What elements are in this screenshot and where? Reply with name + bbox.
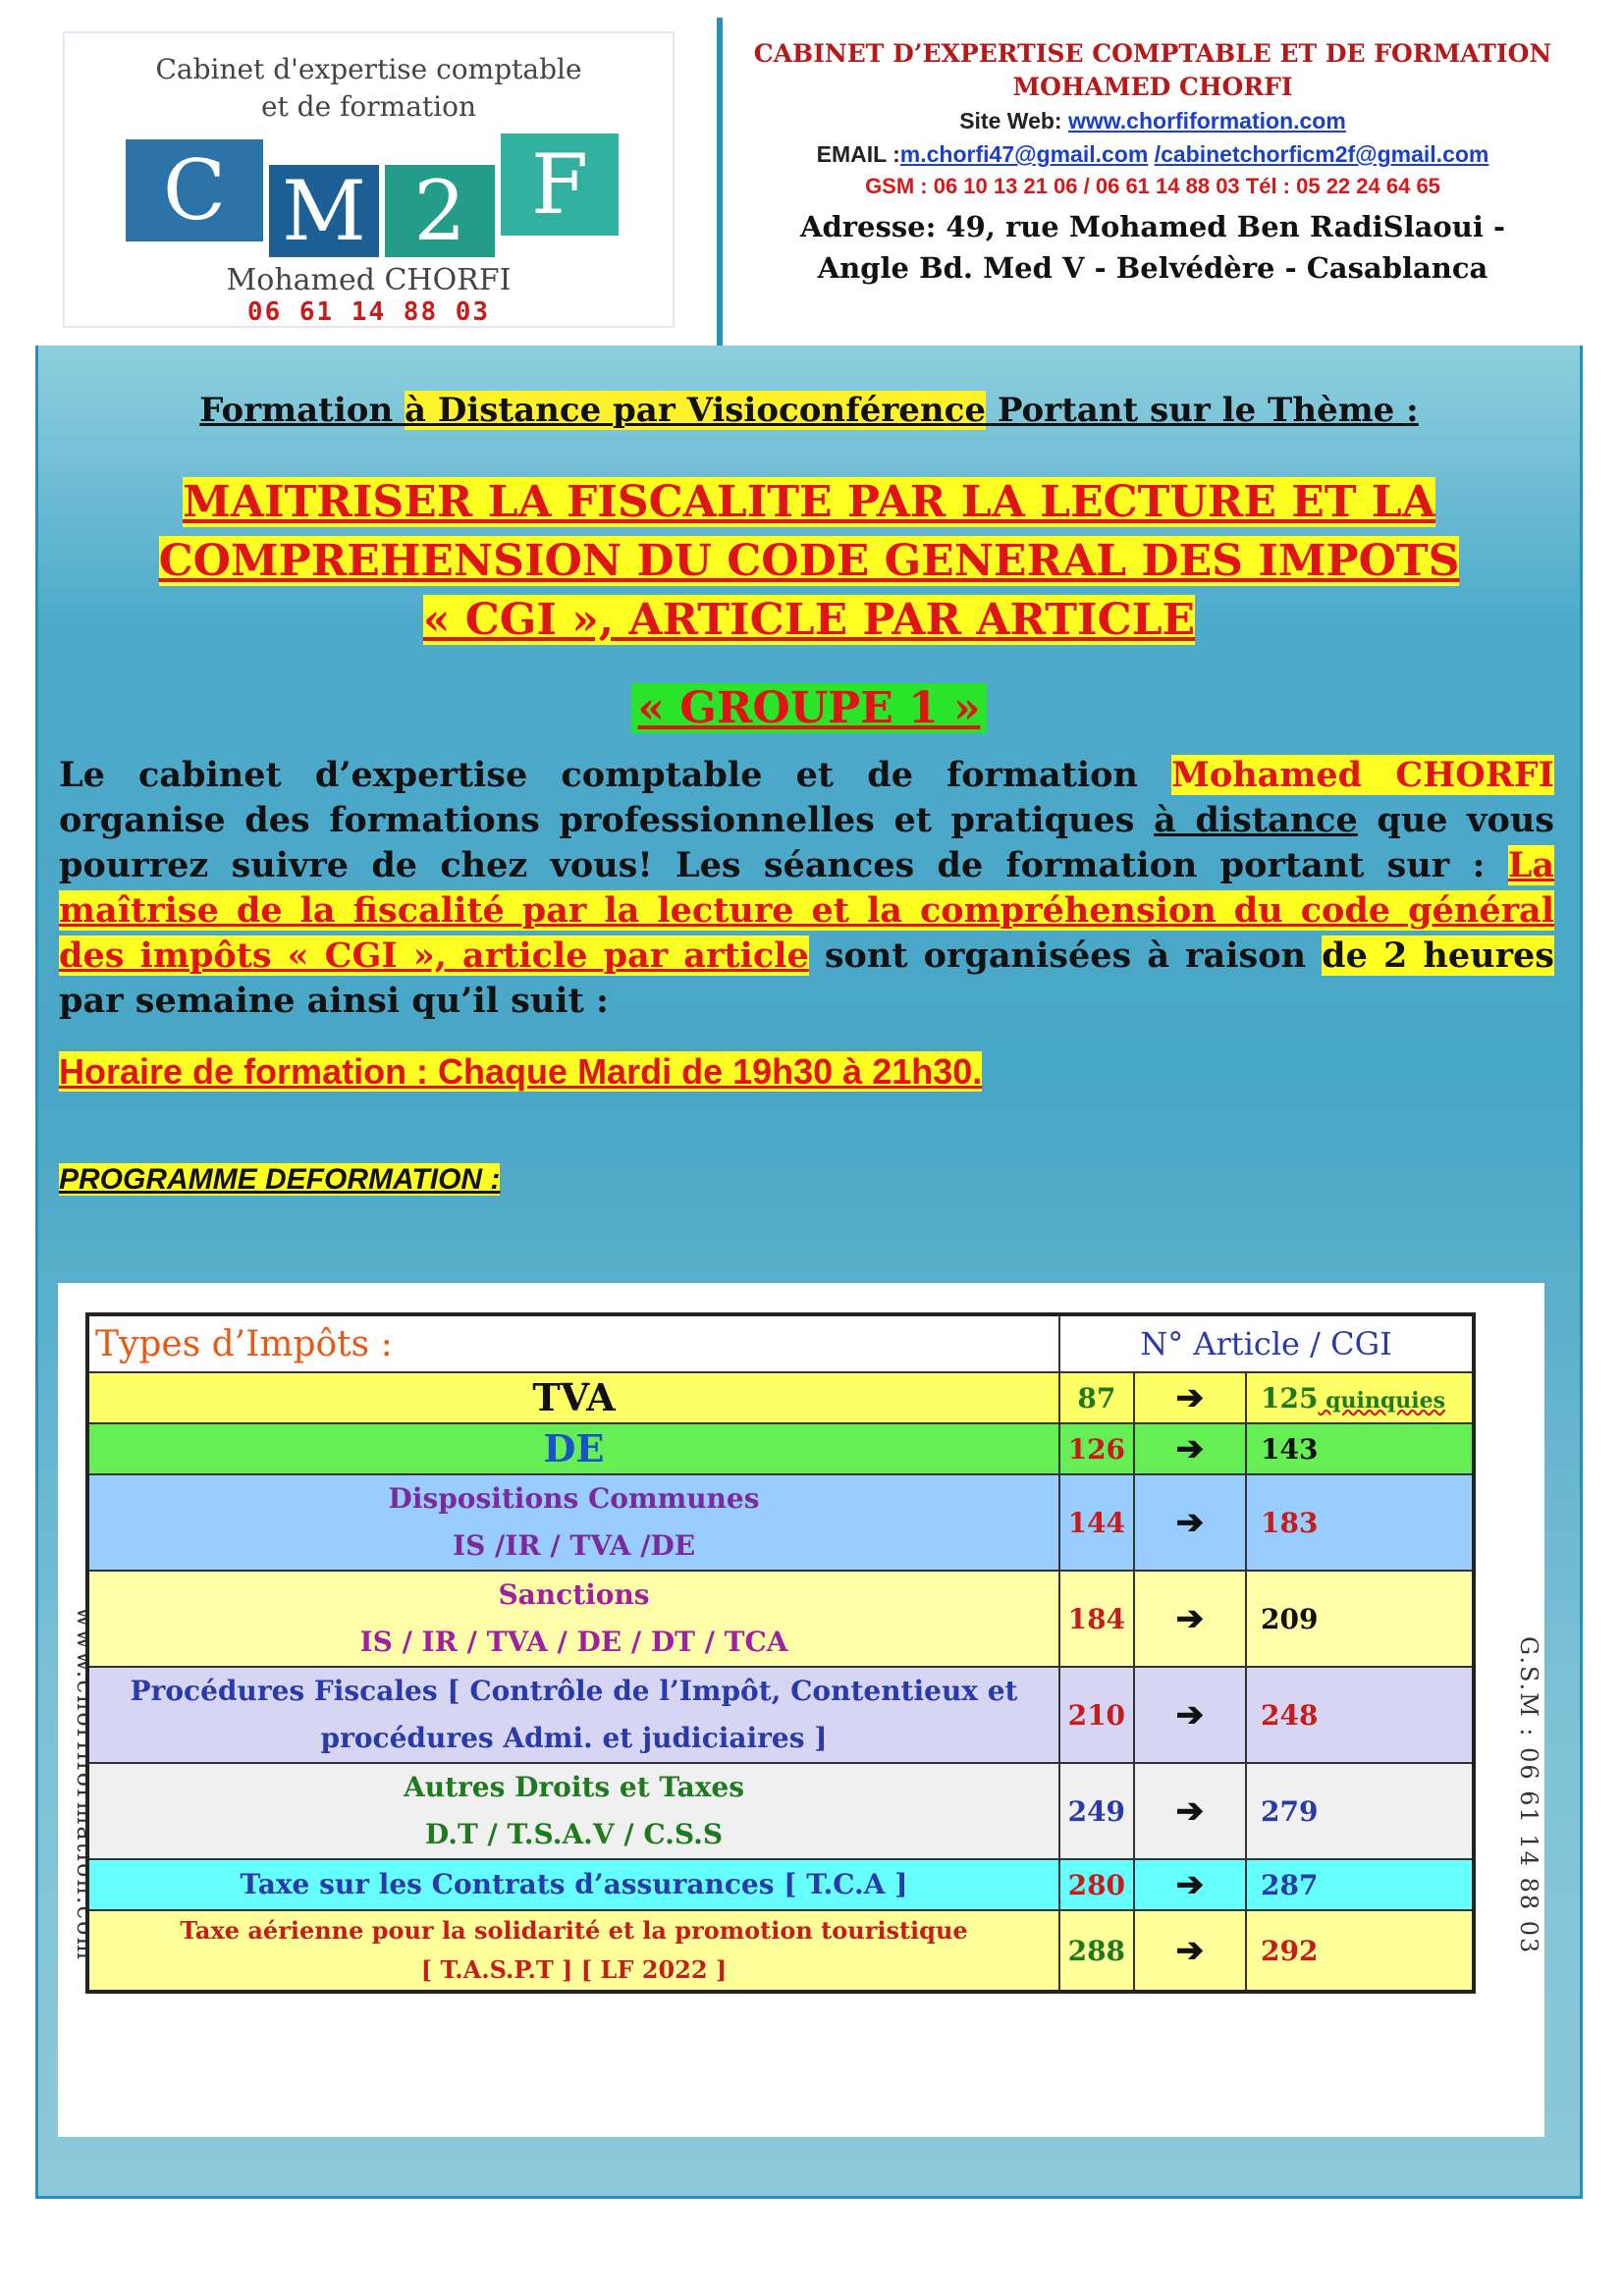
table-row	[87, 1372, 1474, 1423]
logo-letter-c: C	[126, 139, 263, 241]
article-from: 184	[1059, 1571, 1134, 1667]
tax-type: Taxe sur les Contrats d’assurances [ T.C.A ]	[87, 1859, 1059, 1910]
email-link-2[interactable]: /cabinetchorficm2f@gmail.com	[1154, 141, 1489, 167]
tax-type: Autres Droits et Taxes D.T / T.S.A.V / C.S.S	[87, 1763, 1059, 1859]
intro-line: Formation à Distance par Visioconférence Portant sur le Thème :	[199, 391, 1419, 430]
schedule: Horaire de formation : Chaque Mardi de 19h30 à 21h30.	[59, 1051, 983, 1092]
arrow-right-icon: ➔	[1134, 1910, 1246, 1992]
table-header-row	[87, 1314, 1474, 1372]
article-to: 125 quinquies	[1246, 1372, 1474, 1423]
article-to: 279	[1246, 1763, 1474, 1859]
article-from: 288	[1059, 1910, 1134, 1992]
company-owner: MOHAMED CHORFI	[1012, 73, 1293, 101]
article-to: 183	[1246, 1474, 1474, 1571]
arrow-right-icon: ➔	[1134, 1667, 1246, 1763]
logo-phone: 06 61 14 88 03	[246, 297, 491, 327]
programme-table	[85, 1312, 1476, 1994]
header-article: N° Article / CGI	[1059, 1314, 1474, 1372]
programme-table-card	[58, 1283, 1544, 2137]
tax-type: DE	[87, 1423, 1059, 1474]
arrow-right-icon: ➔	[1134, 1474, 1246, 1571]
tax-type: Sanctions IS / IR / TVA / DE / DT / TCA	[87, 1571, 1059, 1667]
website-line: Site Web: www.chorfiformation.com	[959, 108, 1346, 133]
article-from: 144	[1059, 1474, 1134, 1571]
logo-box	[35, 18, 723, 346]
group-label: « GROUPE 1 »	[38, 683, 1580, 733]
table-row	[87, 1667, 1474, 1763]
tax-type: Taxe aérienne pour la solidarité et la promotion touristique [ T.A.S.P.T ] [ LF 2022 ]	[87, 1910, 1059, 1992]
article-to: 209	[1246, 1571, 1474, 1667]
contact-info	[723, 18, 1583, 346]
article-from: 126	[1059, 1423, 1134, 1474]
tax-type: TVA	[87, 1372, 1059, 1423]
table-row	[87, 1910, 1474, 1992]
logo-letter-2: 2	[385, 165, 495, 257]
description-paragraph: Le cabinet d’expertise comptable et de formation Mohamed CHORFI organise des formations professionnelles et pratiques à distance que vous pourrez suivre de chez vous! Les séances de formation portant sur : La maîtrise de la fiscalité par la lecture et la compréhension du code général des impôts « CGI », article par article sont organisées à raison de 2 heures par semaine ainsi qu’il suit :	[59, 755, 1554, 1021]
article-from: 210	[1059, 1667, 1134, 1763]
table-row	[87, 1571, 1474, 1667]
page-title: MAITRISER LA FISCALITE PAR LA LECTURE ET LA COMPREHENSION DU CODE GENERAL DES IMPOTS « CGI », ARTICLE PAR ARTICLE	[158, 477, 1460, 645]
article-to: 248	[1246, 1667, 1474, 1763]
company-title: CABINET D’EXPERTISE COMPTABLE ET DE FORMATION	[753, 39, 1552, 68]
arrow-right-icon: ➔	[1134, 1372, 1246, 1423]
programme-label: PROGRAMME DEFORMATION :	[59, 1163, 501, 1196]
arrow-right-icon: ➔	[1134, 1423, 1246, 1474]
table-row	[87, 1859, 1474, 1910]
arrow-right-icon: ➔	[1134, 1859, 1246, 1910]
header-tax-types: Types d’Impôts :	[87, 1314, 1059, 1372]
table-row	[87, 1474, 1474, 1571]
arrow-right-icon: ➔	[1134, 1571, 1246, 1667]
main-content	[38, 346, 1580, 2196]
article-from: 249	[1059, 1763, 1134, 1859]
email-link-1[interactable]: m.chorfi47@gmail.com	[899, 141, 1149, 167]
side-website: www.chorfiformation.com	[72, 1607, 99, 1962]
table-row	[87, 1423, 1474, 1474]
email-line: EMAIL :m.chorfi47@gmail.com /cabinetchorficm2f@gmail.com	[816, 141, 1489, 167]
table-row	[87, 1763, 1474, 1859]
logo-caption: Cabinet d'expertise comptable et de formation	[155, 53, 582, 123]
logo	[63, 31, 675, 328]
tax-type: Procédures Fiscales [ Contrôle de l’Impôt, Contentieux et procédures Admi. et judiciaires ]	[87, 1667, 1059, 1763]
logo-letters	[65, 130, 673, 257]
website-link[interactable]: www.chorfiformation.com	[1067, 108, 1346, 133]
tax-type: Dispositions Communes IS /IR / TVA /DE	[87, 1474, 1059, 1571]
logo-letter-f: F	[501, 133, 619, 236]
article-to: 292	[1246, 1910, 1474, 1992]
article-to: 143	[1246, 1423, 1474, 1474]
article-to: 287	[1246, 1859, 1474, 1910]
logo-letter-m: M	[269, 165, 379, 257]
logo-name: Mohamed CHORFI	[226, 263, 512, 297]
address: Adresse: 49, rue Mohamed Ben RadiSlaoui - Angle Bd. Med V - Belvédère - Casablanca	[799, 210, 1506, 285]
arrow-right-icon: ➔	[1134, 1763, 1246, 1859]
side-phone: G.S.M : 06 61 14 88 03	[1515, 1636, 1542, 1955]
header	[35, 18, 1583, 346]
article-from: 280	[1059, 1859, 1134, 1910]
phone-line: GSM : 06 10 13 21 06 / 06 61 14 88 03 Tél : 05 22 24 64 65	[865, 174, 1440, 198]
article-from: 87	[1059, 1372, 1134, 1423]
